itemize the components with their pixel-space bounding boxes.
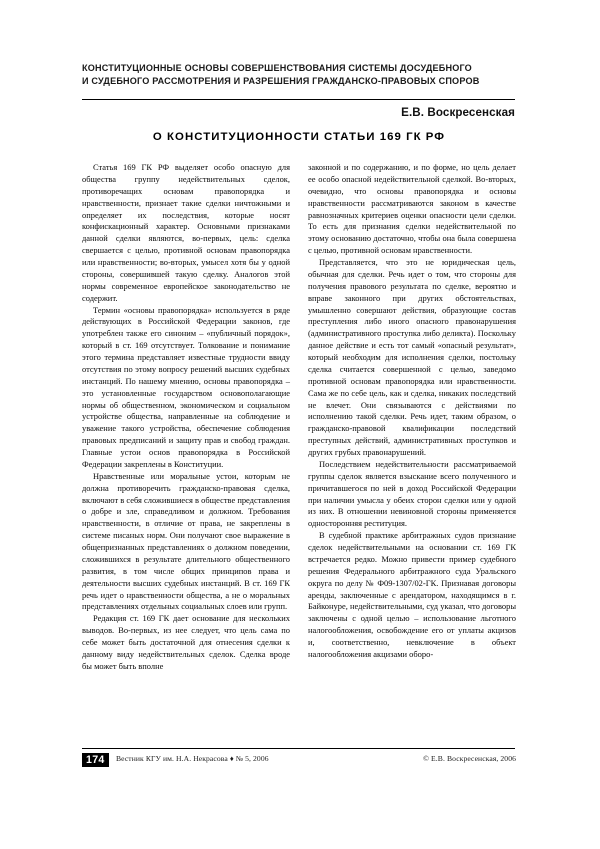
paragraph: Последствием недействительности рассматриваемой группы сделок является взыскание всего полученного и причитавшегося по ней в доход Российской Федерации при наличии умысла у обеих сторон сделки или у одной из них. В отношении невиновной стороны применяется односторонняя реституция. — [308, 458, 516, 529]
journal-imprint: Вестник КГУ им. Н.А. Некрасова ♦ № 5, 2006 — [116, 754, 269, 763]
paragraph: Термин «основы правопорядка» используется в ряде действующих в Российской Федерации законов, где употреблен также его синоним – «публичный порядок», который в ст. 169 отсутствует. Толкование и понимание этого термина представляет известные трудности ввиду отсутствия по этому вопросу решений высших судебных инстанций. По нашему мнению, основы правопорядка – это установленные государством основополагающие нормы об общественном, экономическом и социальном устройстве общества, направленные на соблюдение и уважение такого устройства, обеспечение соблюдения правовых предписаний и защиту прав и свобод граждан. Главные устои основ правопорядка в Российской Федерации закреплены в Конституции. — [82, 304, 290, 469]
page-number-badge: 174 — [82, 753, 109, 767]
paragraph: Нравственные или моральные устои, которым не должна противоречить гражданско-правовая сделка, включают в себя сложившиеся в обществе представления о добре и зле, справедливом и должном. Требования нравственности, в отличие от права, не закреплены в системе писаных норм. Они получают свое выражение в общепризнанных представлениях о должном поведении, сложившихся в результате длительного общественного развития, в том числе общих принципов права и деятельности высших судебных инстанций. В ст. 169 ГК речь идет о нравственности общества, а не о моральных представлениях отдельных социальных слоев или групп. — [82, 470, 290, 612]
left-column — [82, 162, 290, 740]
paragraph: Редакция ст. 169 ГК дает основание для нескольких выводов. Во-первых, из нее следует, что цель сама по себе может быть достаточной для отнесения сделки к данному виду недействительных сделок. Сделка вроде бы может быть вполне — [82, 613, 290, 671]
author-name: Е.В. Воскресенская — [401, 106, 515, 119]
paragraph: Статья 169 ГК РФ выделяет особо опасную для общества группу недействительных сделок, противоречащих основам правопорядка и нравственности, признает такие сделки ничтожными и определяет их последствия, которые носят конфискационный характер. Основными признаками данной сделки являются, во-первых, цель: сделка свершается с целью, противной основам правопорядка или нравственности; во-вторых, умысел хотя бы у одной стороны, совершившей такую сделку. Аналогов этой нормы современное европейское законодательство не содержит. — [82, 162, 290, 303]
paragraph: В судебной практике арбитражных судов признание сделок недействительными на основании ст. 169 ГК встречается редко. Можно привести пример судебного решения Федерального арбитражного суда Уральского округа по делу № Ф09-1307/02-ГК. Признавая договоры аренды, заключенные с арендатором, находящимся в г. Байконуре, недействительными, суд указал, что договоры заключены с одной целью – использование льготного налогообложения, освобождение его от уплаты акцизов и, соответственно, невключение в объект налогообложения акцизами оборо- — [308, 530, 516, 659]
copyright-notice: © Е.В. Воскресенская, 2006 — [423, 754, 516, 763]
body-columns — [82, 162, 516, 740]
running-head-line-2: И СУДЕБНОГО РАССМОТРЕНИЯ И РАЗРЕШЕНИЯ ГРАЖДАНСКО-ПРАВОВЫХ СПОРОВ — [82, 75, 480, 86]
right-column — [308, 162, 516, 740]
paragraph: законной и по содержанию, и по форме, но цель делает ее особо опасной недействительной сделкой. Во-вторых, очевидно, что основы правопорядка и основы нравственности рассматриваются законом в качестве равнозначных критериев оценки опасности цели сделки. То есть для признания сделки недействительной по этому основанию достаточно, чтобы она была совершена с целью, противной основам нравственности. — [308, 162, 516, 256]
page-title: О КОНСТИТУЦИОННОСТИ СТАТЬИ 169 ГК РФ — [152, 131, 446, 143]
footer-divider — [82, 748, 515, 749]
running-head — [82, 62, 516, 87]
running-head-line-1: КОНСТИТУЦИОННЫЕ ОСНОВЫ СОВЕРШЕНСТВОВАНИЯ СИСТЕМЫ ДОСУДЕБНОГО — [82, 63, 472, 73]
page-footer — [82, 753, 516, 769]
paragraph: Представляется, что это не юридическая цель, обычная для сделки. Речь идет о том, что стороны для получения правового результата по сделке, вероятно и вправе законного при других обстоятельствах, умышленно совершают действия, образующие состав преступления либо иного опасного правонарушения (административного проступка либо деликта). Поскольку данное действие и есть тот самый «опасный результат», который необходим для исполнения сделки, постольку сделка считается совершенной с целью, заведомо противной основам правопорядка или нравственности. Сама же по себе цель, как и сделка, никаких последствий не влечет. Они связываются с действиями по исполнению такой сделки. Речь идет, таким образом, о гражданско-правовой квалификации последствий преступных действий, административных проступков и других грубых правонарушений. — [308, 257, 516, 457]
header-divider — [82, 99, 515, 100]
